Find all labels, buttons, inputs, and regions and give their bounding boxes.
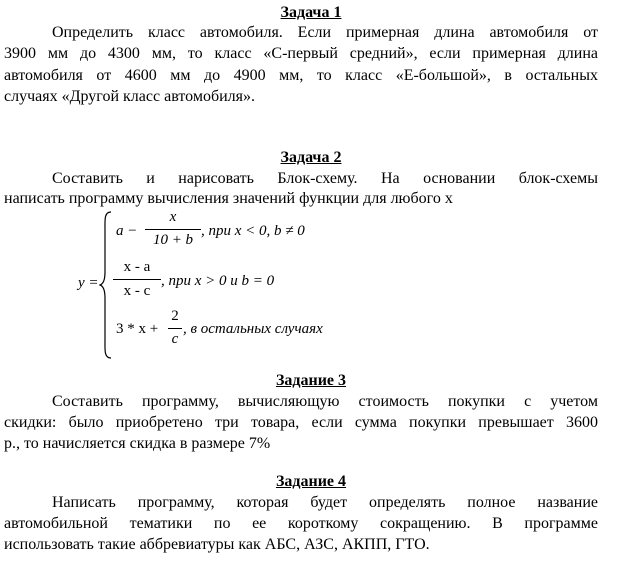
task4-line-1: Написать программу, которая будет определять полное название [52,494,598,511]
task1-line-2: 3900 мм до 4300 мм, то класс «С-первый средний», если примерная длина [4,45,598,62]
case1-condition: , при x < 0, b ≠ 0 [201,223,305,239]
case3-prefix: 3 * x + [116,321,159,337]
case3-numerator: 2 [171,308,179,324]
case2-condition: , при x > 0 и b = 0 [161,273,275,289]
left-brace [99,210,113,360]
task3-title: Задание 3 [275,372,347,389]
task1-title: Задача 1 [280,4,342,21]
task4-title: Задание 4 [275,473,347,490]
case2-denominator: x - c [123,283,151,299]
case2-numerator: x - a [123,259,151,275]
task1-line-3: автомобиля от 4600 мм до 4900 мм, то класс «Е-большой», в остальных [4,67,598,84]
task4-line-2: автомобильной тематики по ее короткому сокращению. В программе [4,515,598,532]
case1-numerator: x [169,209,177,225]
task2-line-1: Составить и нарисовать Блок-схему. На основании блок-схемы [52,170,598,187]
case3-denominator: c [171,331,179,347]
task3-line-2: скидки: было приобретено три товара, если сумма покупки превышает 3600 [4,414,598,431]
task4-line-3: использовать такие аббревиатуры как АБС, АЗС, АКПП, ГТО. [4,536,430,553]
task3-line-1: Составить программу, вычисляющую стоимость покупки с учетом [52,393,598,410]
task2-title: Задача 2 [280,149,342,166]
case2-fraction-bar [113,279,161,280]
case3-condition: , в остальных случаях [183,321,323,337]
formula-lhs: y = [78,275,99,291]
case3-fraction-bar [168,328,182,329]
task2-line-2: написать программу вычисления значений функции для любого х [4,190,453,207]
case1-denominator: 10 + b [152,232,194,248]
case1-fraction-bar [145,229,201,230]
task3-line-3: р., то начисляется скидка в размере 7% [4,435,271,452]
case1-a: a − [116,223,138,239]
task1-line-1: Определить класс автомобиля. Если примерная длина автомобиля от [52,24,598,41]
task1-line-4: случаях «Другой класс автомобиля». [4,88,255,105]
